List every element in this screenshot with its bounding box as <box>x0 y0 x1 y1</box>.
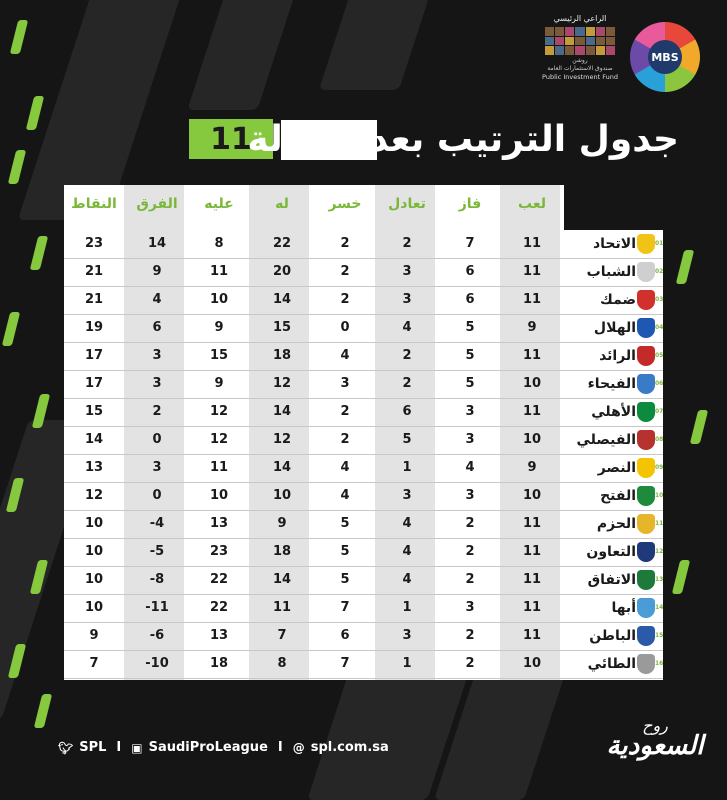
goals-for-cell: 7 <box>277 628 287 643</box>
team-logo-icon <box>637 654 655 674</box>
position-number: 09 <box>655 464 664 471</box>
pif-name-ar: صندوق الاستثمارات العامة <box>547 65 613 72</box>
team-name: الحزم <box>596 516 636 532</box>
team-name: النصر <box>597 460 636 476</box>
goals-for-cell: 8 <box>277 656 287 671</box>
header-goals-for: له <box>275 196 289 212</box>
position-number: 15 <box>655 632 664 639</box>
lost-cell: 2 <box>340 264 350 279</box>
social-footer <box>58 740 389 755</box>
played-cell: 10 <box>522 376 542 391</box>
points-cell: 10 <box>84 572 104 587</box>
won-cell: 5 <box>465 376 475 391</box>
goals-against-cell: 13 <box>209 628 229 643</box>
team-name: أبها <box>611 600 636 616</box>
points-cell: 17 <box>84 376 104 391</box>
brand-line2: السعودية <box>606 731 704 761</box>
position-number: 03 <box>655 296 664 303</box>
won-cell: 7 <box>465 236 475 251</box>
won-cell: 3 <box>465 488 475 503</box>
roshn-name: روشن <box>572 57 588 64</box>
position-number: 05 <box>655 352 664 359</box>
goals-against-cell: 9 <box>214 376 224 391</box>
goal-diff-cell: -5 <box>149 544 165 559</box>
goals-against-cell: 18 <box>209 656 229 671</box>
team-logo-icon <box>637 318 655 338</box>
lost-cell: 4 <box>340 460 350 475</box>
team-name: الرائد <box>599 348 636 364</box>
drawn-cell: 5 <box>402 432 412 447</box>
team-logo-icon <box>637 374 655 394</box>
won-cell: 2 <box>465 628 475 643</box>
goals-for-cell: 12 <box>272 432 292 447</box>
position-number: 11 <box>655 520 664 527</box>
position-number: 12 <box>655 548 664 555</box>
position-number: 14 <box>655 604 664 611</box>
won-cell: 3 <box>465 432 475 447</box>
goals-for-cell: 20 <box>272 264 292 279</box>
played-cell: 11 <box>522 544 542 559</box>
position-number: 04 <box>655 324 664 331</box>
lost-cell: 2 <box>340 292 350 307</box>
goals-for-cell: 11 <box>272 600 292 615</box>
goals-for-cell: 12 <box>272 376 292 391</box>
header-points: النقاط <box>71 196 117 212</box>
roshn-logo <box>545 27 615 55</box>
lost-cell: 0 <box>340 320 350 335</box>
goal-diff-cell: 9 <box>152 264 162 279</box>
goal-diff-cell: -8 <box>149 572 165 587</box>
lost-cell: 7 <box>340 600 350 615</box>
played-cell: 10 <box>522 656 542 671</box>
drawn-cell: 1 <box>402 656 412 671</box>
goal-diff-cell: -11 <box>145 600 169 615</box>
position-number: 07 <box>655 408 664 415</box>
goals-against-cell: 9 <box>214 320 224 335</box>
header-won: فاز <box>458 196 482 212</box>
goals-against-cell: 15 <box>209 348 229 363</box>
lost-cell: 2 <box>340 236 350 251</box>
twitter-handle[interactable]: SPL <box>79 740 107 755</box>
won-cell: 2 <box>465 516 475 531</box>
goals-for-cell: 14 <box>272 460 292 475</box>
table-row <box>64 538 663 566</box>
points-cell: 14 <box>84 432 104 447</box>
goals-for-cell: 10 <box>272 488 292 503</box>
won-cell: 4 <box>465 460 475 475</box>
position-number: 13 <box>655 576 664 583</box>
points-cell: 9 <box>89 628 99 643</box>
table-row <box>64 286 663 314</box>
table-row <box>64 370 663 398</box>
header-played: لعب <box>518 196 546 212</box>
won-cell: 3 <box>465 600 475 615</box>
header-goals-against: عليه <box>204 196 234 212</box>
won-cell: 6 <box>465 292 475 307</box>
played-cell: 9 <box>527 320 537 335</box>
played-cell: 10 <box>522 432 542 447</box>
team-name: الاتفاق <box>587 572 636 588</box>
table-row <box>64 650 663 678</box>
team-logo-icon <box>637 486 655 506</box>
instagram-icon: ▣ <box>131 740 143 755</box>
sponsor-block <box>540 14 620 81</box>
drawn-cell: 4 <box>402 572 412 587</box>
played-cell: 11 <box>522 628 542 643</box>
drawn-cell: 6 <box>402 404 412 419</box>
table-row <box>64 510 663 538</box>
brand-line1: روح <box>642 716 668 735</box>
team-name: الفتح <box>600 488 636 504</box>
title-text: جدول الترتيب بعد الجولة <box>247 119 679 160</box>
points-cell: 10 <box>84 544 104 559</box>
table-row <box>64 342 663 370</box>
lost-cell: 6 <box>340 628 350 643</box>
brand-logo <box>600 716 710 786</box>
goal-diff-cell: 2 <box>152 404 162 419</box>
team-logo-icon <box>637 598 655 618</box>
goal-diff-cell: 0 <box>152 432 162 447</box>
position-number: 06 <box>655 380 664 387</box>
team-logo-icon <box>637 290 655 310</box>
points-cell: 12 <box>84 488 104 503</box>
won-cell: 5 <box>465 348 475 363</box>
team-name: الفيحاء <box>587 376 636 392</box>
lost-cell: 5 <box>340 516 350 531</box>
table-row <box>64 426 663 454</box>
goals-against-cell: 12 <box>209 432 229 447</box>
team-name: الشباب <box>586 264 636 280</box>
played-cell: 11 <box>522 264 542 279</box>
goals-against-cell: 23 <box>209 544 229 559</box>
won-cell: 2 <box>465 572 475 587</box>
lost-cell: 3 <box>340 376 350 391</box>
points-cell: 15 <box>84 404 104 419</box>
position-number: 08 <box>655 436 664 443</box>
team-name: الهلال <box>593 320 636 336</box>
sponsor-label: الراعي الرئيسي <box>553 14 607 23</box>
website-link[interactable]: spl.com.sa <box>310 740 389 755</box>
position-number: 01 <box>655 240 664 247</box>
played-cell: 11 <box>522 348 542 363</box>
instagram-handle[interactable]: SaudiProLeague <box>148 740 268 755</box>
played-cell: 11 <box>522 292 542 307</box>
points-cell: 7 <box>89 656 99 671</box>
drawn-cell: 2 <box>402 236 412 251</box>
team-logo-icon <box>637 514 655 534</box>
drawn-cell: 2 <box>402 376 412 391</box>
played-cell: 11 <box>522 404 542 419</box>
team-logo-icon <box>637 570 655 590</box>
goal-diff-cell: -10 <box>145 656 169 671</box>
goal-diff-cell: 4 <box>152 292 162 307</box>
goals-against-cell: 22 <box>209 600 229 615</box>
drawn-cell: 1 <box>402 600 412 615</box>
points-cell: 23 <box>84 236 104 251</box>
at-icon: @ <box>292 740 305 755</box>
points-cell: 19 <box>84 320 104 335</box>
position-number: 16 <box>655 660 664 667</box>
table-row <box>64 258 663 286</box>
team-logo-icon <box>637 458 655 478</box>
lost-cell: 2 <box>340 404 350 419</box>
team-logo-icon <box>637 234 655 254</box>
team-name: الأهلي <box>591 404 636 420</box>
table-row <box>64 482 663 510</box>
won-cell: 2 <box>465 656 475 671</box>
won-cell: 5 <box>465 320 475 335</box>
points-cell: 13 <box>84 460 104 475</box>
team-name: ضمك <box>600 292 636 308</box>
goals-for-cell: 14 <box>272 404 292 419</box>
goals-against-cell: 8 <box>214 236 224 251</box>
goals-for-cell: 9 <box>277 516 287 531</box>
played-cell: 9 <box>527 460 537 475</box>
goals-for-cell: 18 <box>272 348 292 363</box>
twitter-icon: 🐦︎ <box>58 740 74 755</box>
team-logo-icon <box>637 346 655 366</box>
points-cell: 17 <box>84 348 104 363</box>
drawn-cell: 3 <box>402 488 412 503</box>
lost-cell: 5 <box>340 572 350 587</box>
header-goal-diff: الفرق <box>136 196 178 212</box>
goals-for-cell: 15 <box>272 320 292 335</box>
lost-cell: 4 <box>340 348 350 363</box>
goals-for-cell: 22 <box>272 236 292 251</box>
goal-diff-cell: 14 <box>147 236 167 251</box>
position-number: 02 <box>655 268 664 275</box>
round-number: 11 <box>189 119 273 159</box>
goals-against-cell: 10 <box>209 488 229 503</box>
row-divider <box>64 678 663 679</box>
team-name: الباطن <box>589 628 636 644</box>
separator: I <box>277 740 283 755</box>
position-number: 10 <box>655 492 664 499</box>
goal-diff-cell: 3 <box>152 376 162 391</box>
team-logo-icon <box>637 626 655 646</box>
goal-diff-cell: 6 <box>152 320 162 335</box>
pif-name-en: Public Investment Fund <box>542 73 618 81</box>
points-cell: 10 <box>84 516 104 531</box>
lost-cell: 2 <box>340 432 350 447</box>
drawn-cell: 4 <box>402 516 412 531</box>
goals-for-cell: 14 <box>272 292 292 307</box>
goal-diff-cell: 0 <box>152 488 162 503</box>
goals-against-cell: 12 <box>209 404 229 419</box>
drawn-cell: 3 <box>402 264 412 279</box>
goal-diff-cell: -4 <box>149 516 165 531</box>
team-logo-icon <box>637 262 655 282</box>
points-cell: 10 <box>84 600 104 615</box>
page-title <box>189 116 679 164</box>
goals-against-cell: 22 <box>209 572 229 587</box>
header-lost: خسر <box>328 196 362 212</box>
team-name: الاتحاد <box>592 236 636 252</box>
drawn-cell: 3 <box>402 628 412 643</box>
played-cell: 11 <box>522 572 542 587</box>
table-row <box>64 314 663 342</box>
drawn-cell: 2 <box>402 348 412 363</box>
table-row <box>64 622 663 650</box>
goal-diff-cell: 3 <box>152 348 162 363</box>
points-cell: 21 <box>84 292 104 307</box>
team-name: الطائي <box>587 656 636 672</box>
goal-diff-cell: -6 <box>149 628 165 643</box>
table-row <box>64 454 663 482</box>
won-cell: 2 <box>465 544 475 559</box>
lost-cell: 4 <box>340 488 350 503</box>
points-cell: 21 <box>84 264 104 279</box>
goal-diff-cell: 3 <box>152 460 162 475</box>
drawn-cell: 3 <box>402 292 412 307</box>
league-logo-text: MBS <box>648 40 682 74</box>
drawn-cell: 1 <box>402 460 412 475</box>
team-logo-icon <box>637 402 655 422</box>
goals-for-cell: 18 <box>272 544 292 559</box>
team-logo-icon <box>637 542 655 562</box>
goals-against-cell: 10 <box>209 292 229 307</box>
lost-cell: 5 <box>340 544 350 559</box>
played-cell: 11 <box>522 600 542 615</box>
goals-against-cell: 13 <box>209 516 229 531</box>
lost-cell: 7 <box>340 656 350 671</box>
drawn-cell: 4 <box>402 544 412 559</box>
team-name: الفيصلي <box>576 432 636 448</box>
goals-against-cell: 11 <box>209 460 229 475</box>
team-name: التعاون <box>586 544 636 560</box>
goals-against-cell: 11 <box>209 264 229 279</box>
played-cell: 11 <box>522 516 542 531</box>
table-row <box>64 566 663 594</box>
won-cell: 3 <box>465 404 475 419</box>
league-logo <box>630 22 700 92</box>
table-row <box>64 398 663 426</box>
separator: I <box>116 740 122 755</box>
played-cell: 10 <box>522 488 542 503</box>
played-cell: 11 <box>522 236 542 251</box>
team-logo-icon <box>637 430 655 450</box>
goals-for-cell: 14 <box>272 572 292 587</box>
table-row <box>64 594 663 622</box>
drawn-cell: 4 <box>402 320 412 335</box>
header-drawn: تعادل <box>388 196 426 212</box>
won-cell: 6 <box>465 264 475 279</box>
table-row <box>64 230 663 258</box>
